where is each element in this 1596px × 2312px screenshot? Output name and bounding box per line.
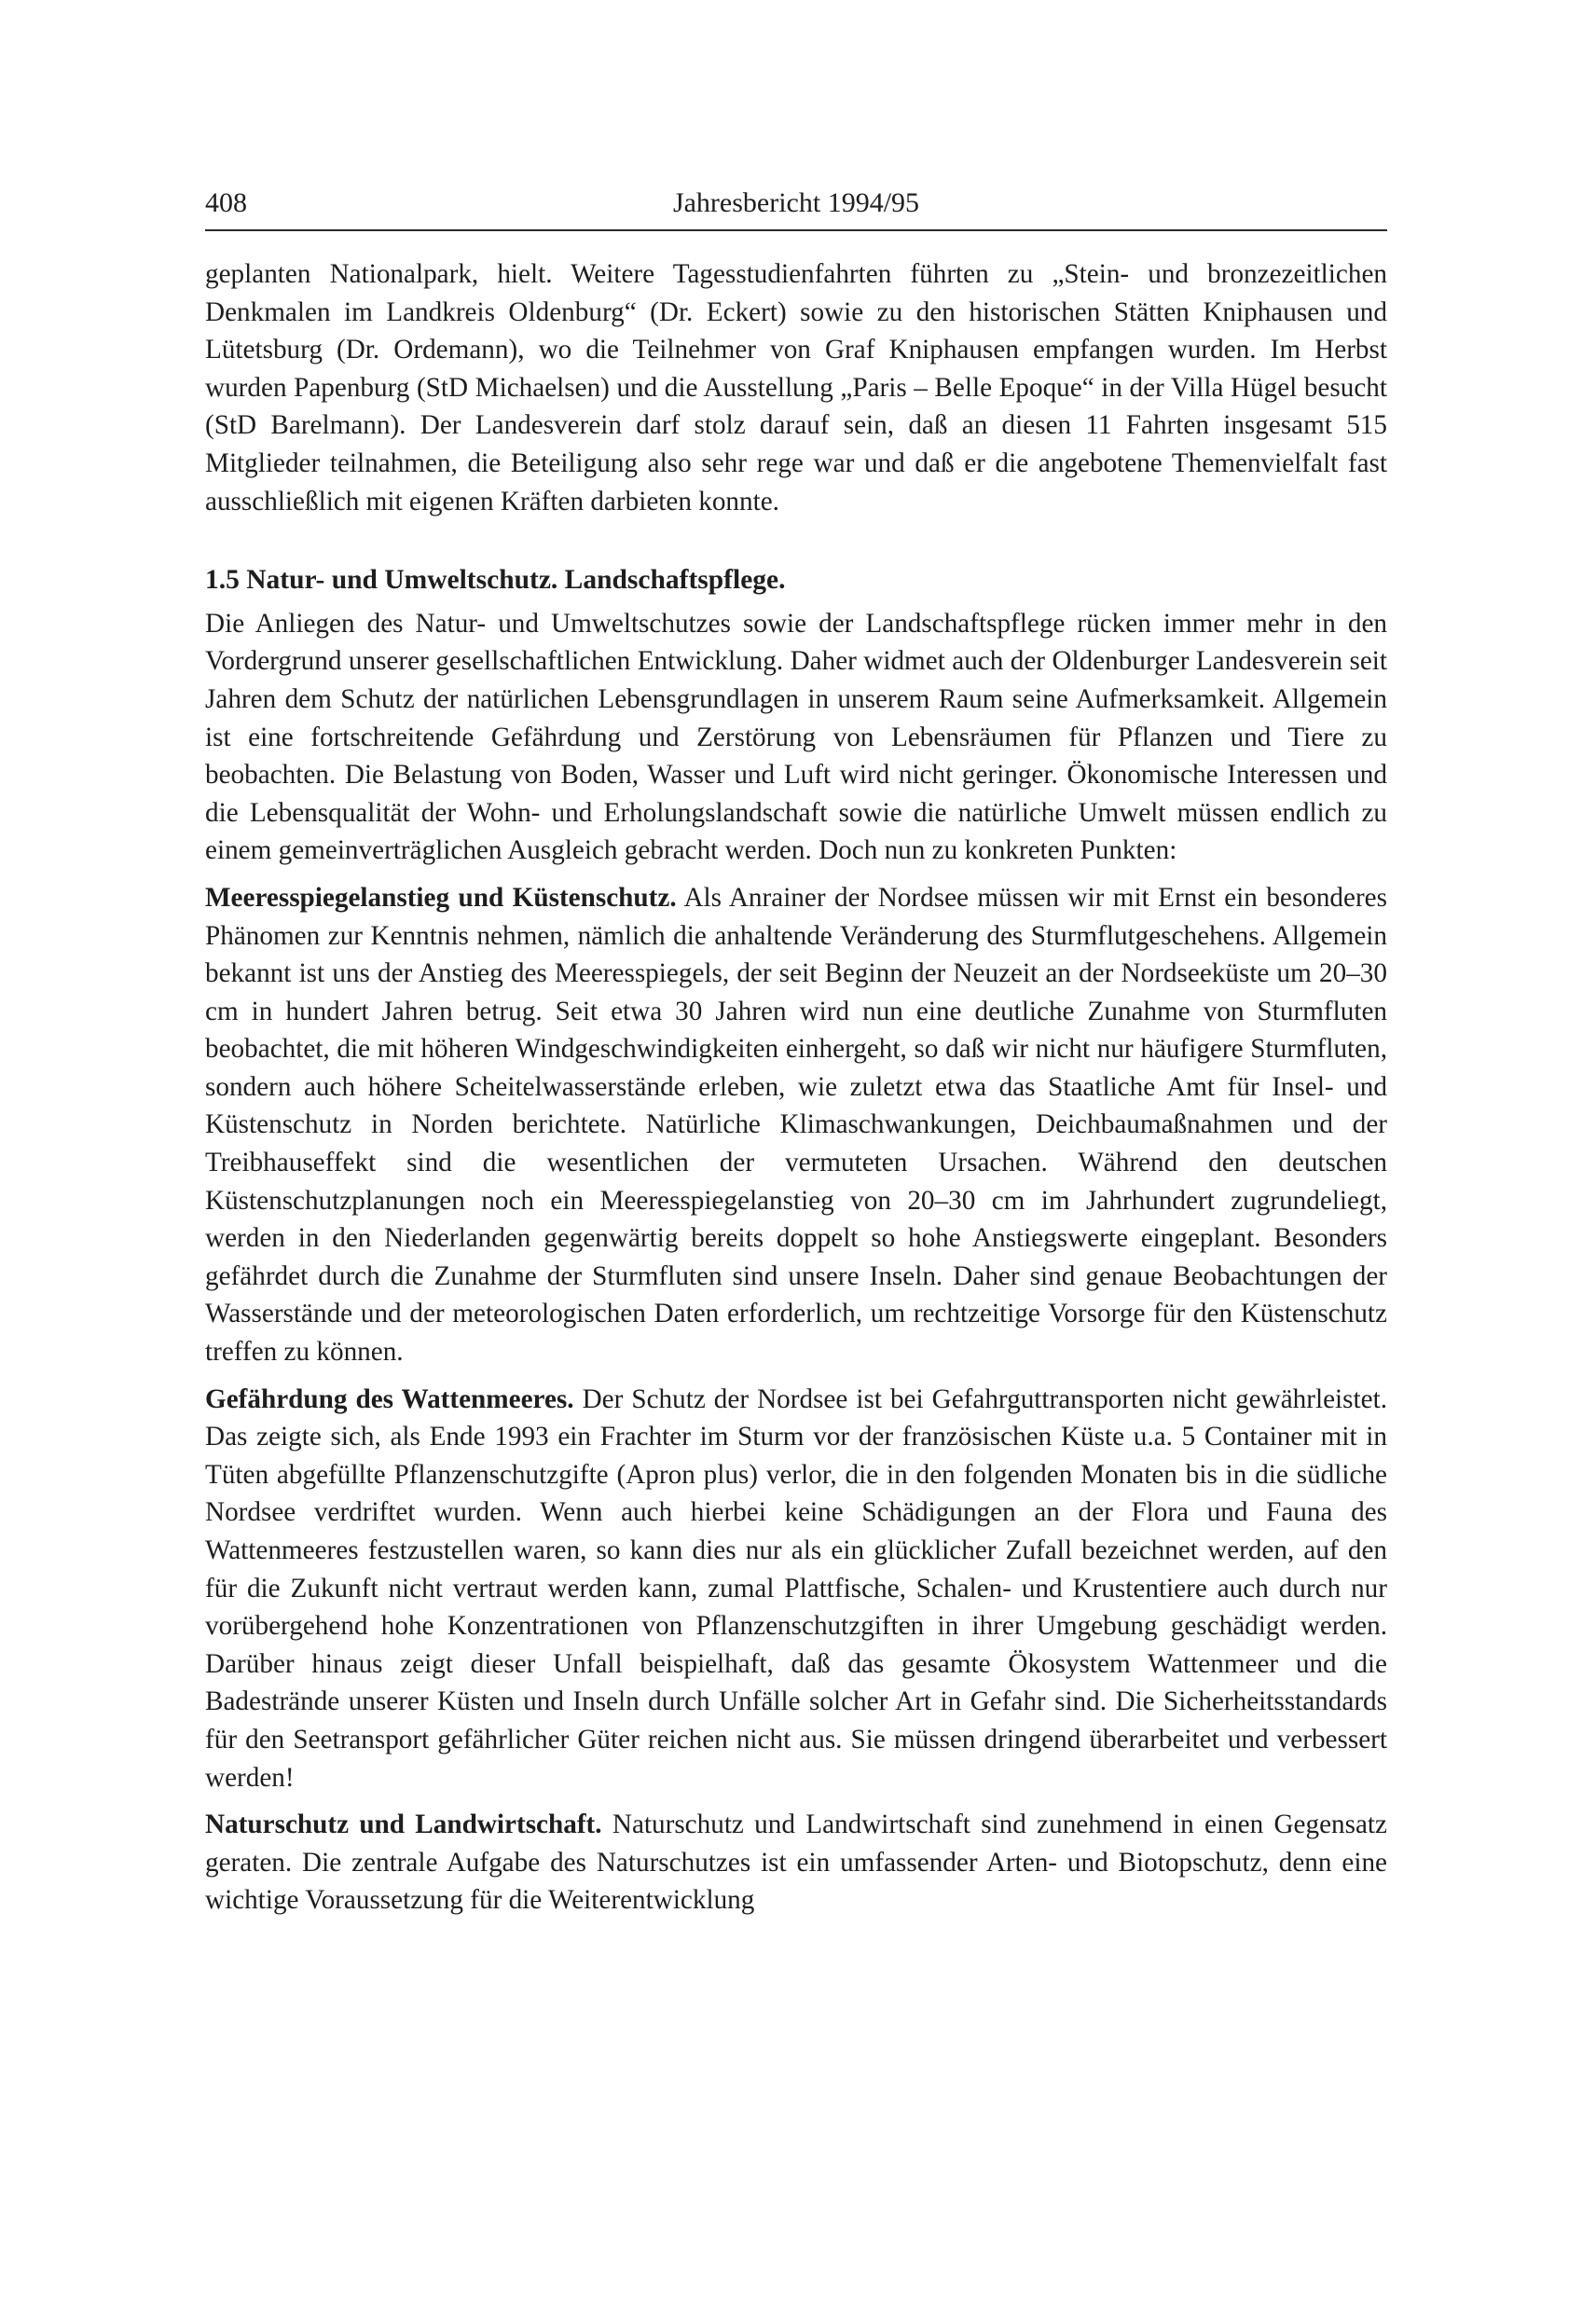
page (205, 183, 1387, 1920)
page-number: 408 (205, 187, 247, 218)
section-heading: 1.5 Natur- und Umweltschutz. Landschaftspflege. (205, 565, 786, 596)
paragraph-lead-wadden-sea: Gefährdung des Wattenmeeres. (205, 1383, 574, 1414)
running-title: Jahresbericht 1994/95 (672, 187, 920, 218)
paragraph-agriculture (205, 1806, 1387, 1920)
body-text (205, 255, 1387, 1920)
paragraph-excursions: geplanten Nationalpark, hielt. Weitere Tagesstudienfahrten führten zu „Stein- und bronzezeitlichen Denkmalen im Landkreis Oldenburg“ (Dr. Eckert) sowie zu den historischen Stätten Kniphausen und Lütetsburg (Dr. Ordemann), wo die Teilnehmer von Graf Kniphausen empfangen wurden. Im Herbst wurden Papenburg (StD Michaelsen) und die Ausstellung „Paris – Belle Epoque“ in der Villa Hügel besucht (StD Barelmann). Der Landesverein darf stolz darauf sein, daß an diesen 11 Fahrten insgesamt 515 Mitglieder teilnahmen, die Beteiligung also sehr rege war und daß er die angebotene Themenvielfalt fast ausschließlich mit eigenen Kräften darbieten konnte. (205, 259, 1387, 516)
paragraph-lead-sea-level: Meeresspiegelanstieg und Küstenschutz. (205, 882, 677, 913)
paragraph-text-sea-level: Als Anrainer der Nordsee müssen wir mit Ernst ein besonderes Phänomen zur Kenntnis nehmen, nämlich die anhaltende Veränderung des Sturmflutgeschehens. Allgemein bekannt ist uns der Anstieg des Meeresspiegels, der seit Beginn der Neuzeit an der Nordseeküste um 20–30 cm in hundert Jahren betrug. Seit etwa 30 Jahren wird nun eine deutliche Zunahme von Sturmfluten beobachtet, die mit höheren Windgeschwindigkeiten einhergeht, so daß wir nicht nur häufigere Sturmfluten, sondern auch höhere Scheitelwasserstände erleben, wie zuletzt etwa das Staatliche Amt für Insel- und Küstenschutz in Norden berichtete. Natürliche Klimaschwankungen, Deichbaumaßnahmen und der Treibhauseffekt sind die wesentlichen der vermuteten Ursachen. Während den deutschen Küstenschutzplanungen noch ein Meeresspiegelanstieg von 20–30 cm im Jahrhundert zugrundeliegt, werden in den Niederlanden gegenwärtig bereits doppelt so hohe Anstiegswerte eingeplant. Besonders gefährdet durch die Zunahme der Sturmfluten sind unsere Inseln. Daher sind genaue Beobachtungen der Wasserstände und der meteorologischen Daten erforderlich, um rechtzeitige Vorsorge für den Küstenschutz treffen zu können. (205, 882, 1387, 1368)
paragraph-intro: Die Anliegen des Natur- und Umweltschutzes sowie der Landschaftspflege rücken immer mehr in den Vordergrund unserer gesellschaftlichen Entwicklung. Daher widmet auch der Oldenburger Landesverein seit Jahren dem Schutz der natürlichen Lebensgrundlagen in unserem Raum seine Aufmerksamkeit. Allgemein ist eine fortschreitende Gefährdung und Zerstörung von Lebensräumen für Pflanzen und Tiere zu beobachten. Die Belastung von Boden, Wasser und Luft wird nicht geringer. Ökonomische Interessen und die Lebensqualität der Wohn- und Erholungslandschaft sowie die natürliche Umwelt müssen endlich zu einem gemeinverträglichen Ausgleich gebracht werden. Doch nun zu konkreten Punkten: (205, 608, 1387, 866)
paragraph-wadden-sea (205, 1381, 1387, 1797)
paragraph-sea-level (205, 879, 1387, 1371)
running-head (205, 183, 1387, 231)
paragraph-lead-agriculture: Naturschutz und Landwirtschaft. (205, 1810, 602, 1840)
paragraph-text-agriculture: Naturschutz und Landwirtschaft sind zunehmend in einen Gegensatz geraten. Die zentrale Aufgabe des Naturschutzes ist ein umfassender Arten- und Biotopschutz, denn eine wichtige Voraussetzung für die Weiterentwicklung (205, 1810, 1387, 1916)
paragraph-text-wadden-sea: Der Schutz der Nordsee ist bei Gefahrguttransporten nicht gewährleistet. Das zeigte sich, als Ende 1993 ein Frachter im Sturm vor der französischen Küste u.a. 5 Container mit in Tüten abgefüllte Pflanzenschutzgifte (Apron plus) verlor, die in den folgenden Monaten bis in die südliche Nordsee verdriftet wurden. Wenn auch hierbei keine Schädigungen an der Flora und Fauna des Wattenmeeres festzustellen waren, so kann dies nur als ein glücklicher Zufall bezeichnet werden, auf den für die Zukunft nicht vertraut werden kann, zumal Plattfische, Schalen- und Krustentiere auch durch nur vorübergehend hohe Konzentrationen von Pflanzenschutzgiften in ihrer Umgebung geschädigt werden. Darüber hinaus zeigt dieser Unfall beispielhaft, daß das gesamte Ökosystem Wattenmeer und die Badestrände unserer Küsten und Inseln durch Unfälle solcher Art in Gefahr sind. Die Sicherheitsstandards für den Seetransport gefährlicher Güter reichen nicht aus. Sie müssen dringend überarbeitet und verbessert werden! (205, 1383, 1387, 1793)
